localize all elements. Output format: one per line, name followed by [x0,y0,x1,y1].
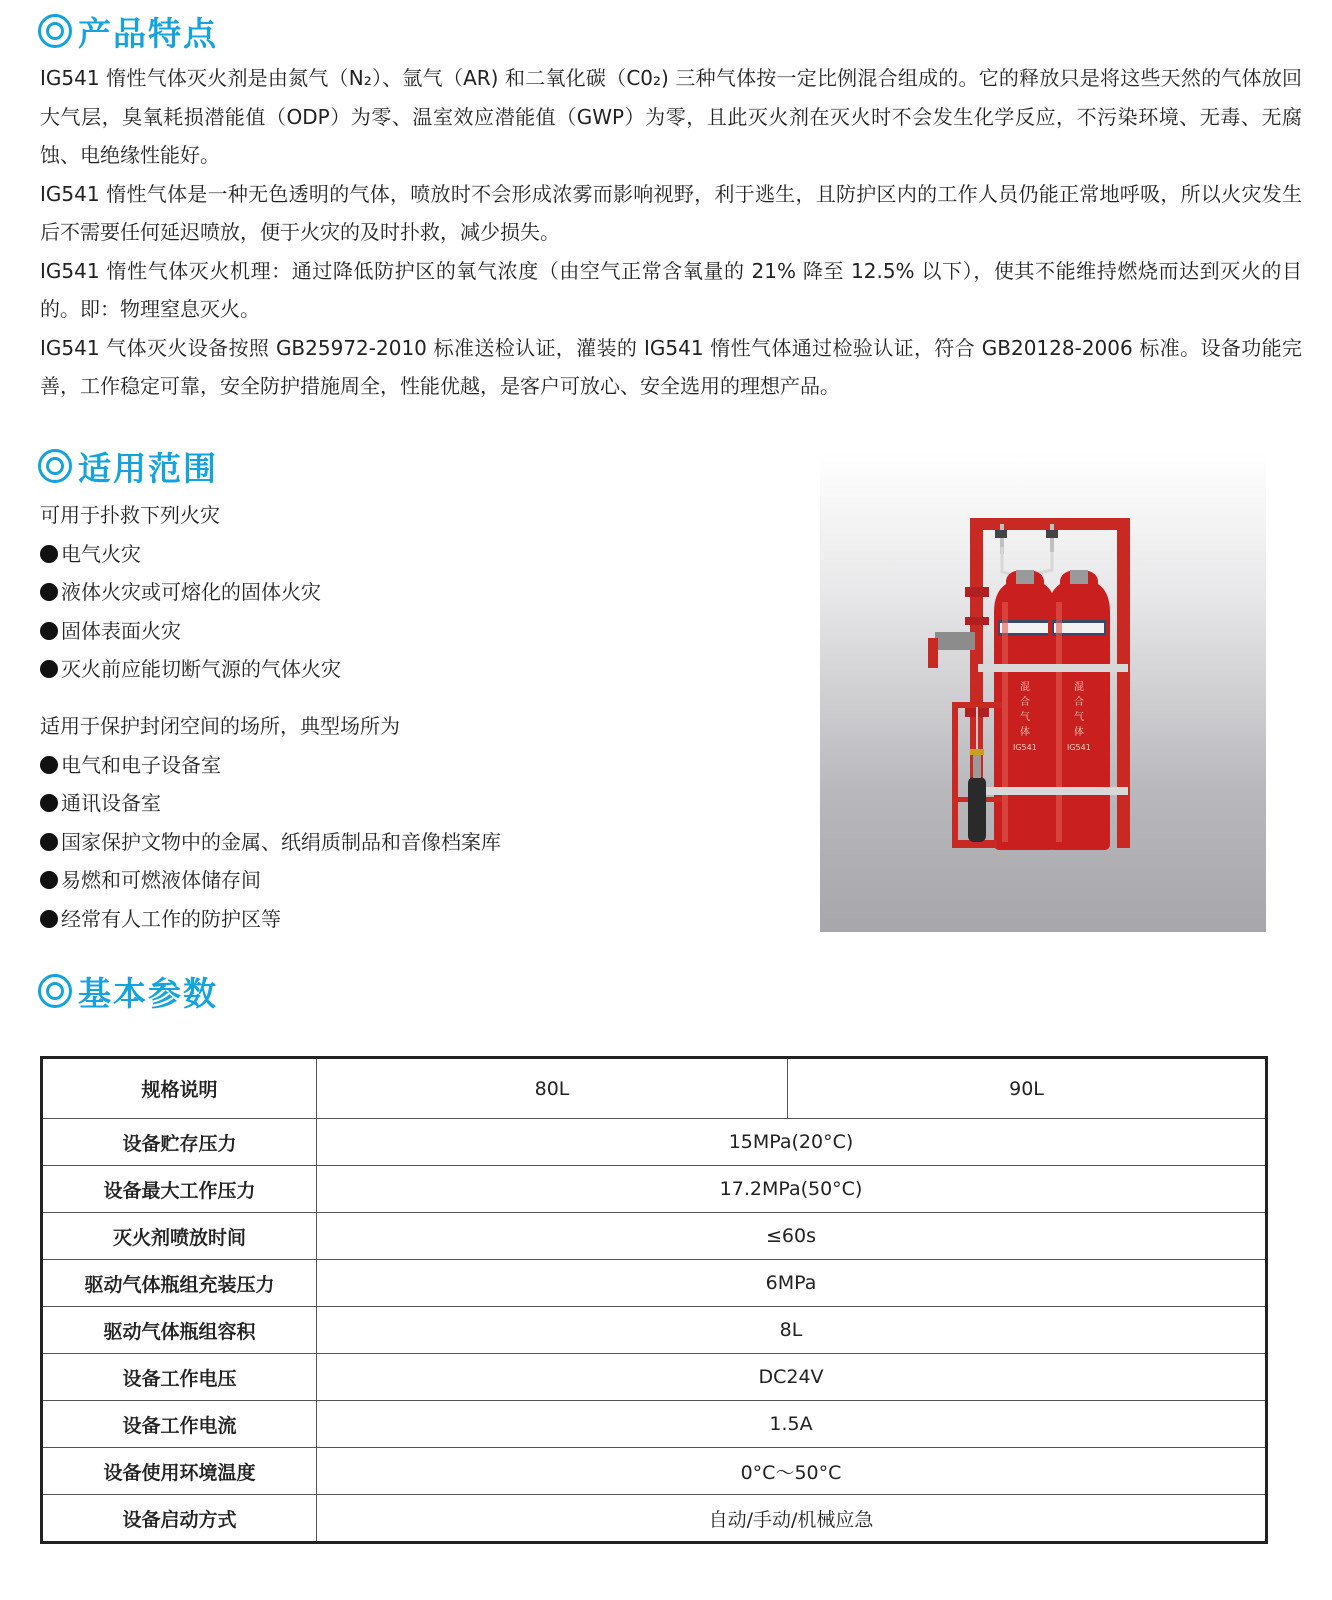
gas-cylinder-rack-illustration [820,452,1266,932]
features-text [40,59,1302,406]
row-value: 8L [317,1307,1267,1354]
list-item-text: 易燃和可燃液体储存间 [61,868,261,892]
row-label: 设备工作电流 [42,1401,317,1448]
table-row [42,1307,1267,1354]
row-label: 设备贮存压力 [42,1119,317,1166]
fire-types-list [40,496,341,689]
cylinder-label: IG541 [1067,743,1091,752]
list-item-text: 通讯设备室 [61,791,161,815]
list-item [40,784,501,823]
bullet-icon [40,622,58,640]
features-paragraph: IG541 气体灭火设备按照 GB25972-2010 标准送检认证，灌装的 IG541 惰性气体通过检验认证，符合 GB20128-2006 标准。设备功能完善，工作稳定可靠，安全防护措施周全，性能优越，是客户可放心、安全选用的理想产品。 [40,335,1302,398]
list-item-text: 国家保护文物中的金属、纸绢质制品和音像档案库 [61,829,501,854]
table-row [42,1495,1267,1543]
cylinder-label: 体 [1074,727,1084,738]
cylinder-label: 体 [1020,727,1030,738]
list-item-text: 固体表面火灾 [61,618,181,643]
table-row [42,1354,1267,1401]
list-item [40,573,341,612]
table-header-cell: 90L [788,1058,1267,1119]
params-title: 基本参数 [78,973,218,1013]
list-item [40,900,501,939]
list-item [40,823,501,862]
table-header-label: 规格说明 [42,1058,317,1119]
bullet-icon [40,871,58,889]
section-title-params [38,966,218,1016]
list-item-text: 电气火灾 [61,541,141,566]
table-header-cell: 80L [317,1058,788,1119]
table-row [42,1119,1267,1166]
cylinder-label: 混 [1020,682,1030,693]
cylinder-label: 气 [1020,712,1030,723]
bullet-icon [40,545,58,563]
bullet-icon [40,833,58,851]
bullet-icon [40,756,58,774]
row-value: 6MPa [317,1260,1267,1307]
table-row [42,1401,1267,1448]
table-row [42,1166,1267,1213]
scope-intro: 可用于扑救下列火灾 [40,503,220,527]
list-item-text: 灭火前应能切断气源的气体火灾 [61,657,341,681]
bullet-icon [40,794,58,812]
bullet-icon [40,910,58,928]
table-row [42,1213,1267,1260]
bullet-icon [40,660,58,678]
table-header-row [42,1058,1267,1119]
features-paragraph: IG541 惰性气体灭火剂是由氮气（N₂）、氩气（AR) 和二氧化碳（C0₂) 三种气体按一定比例混合组成的。它的释放只是将这些天然的气体放回大气层，臭氧耗损潜能值（ODP）为零、温室效应潜能值（GWP）为零，且此灭火剂在灭火时不会发生化学反应，不污染环境、无毒、无腐蚀、电绝缘性能好。 [40,66,1302,167]
scope-intro: 适用于保护封闭空间的场所，典型场所为 [40,714,400,738]
features-paragraph: IG541 惰性气体灭火机理：通过降低防护区的氧气浓度（由空气正常含氧量的 21% 降至 12.5% 以下），使其不能维持燃烧而达到灭火的目的。即：物理窒息灭火。 [40,258,1302,321]
row-label: 设备最大工作压力 [42,1166,317,1213]
places-list [40,707,501,938]
features-title: 产品特点 [78,13,218,53]
list-item [40,612,341,651]
list-item [40,650,341,689]
target-icon [38,449,72,483]
features-paragraph: IG541 惰性气体是一种无色透明的气体，喷放时不会形成浓雾而影响视野，利于逃生，且防护区内的工作人员仍能正常地呼吸，所以火灾发生后不需要任何延迟喷放，便于火灾的及时扑救，减少损失。 [40,181,1302,244]
list-item-text: 经常有人工作的防护区等 [61,906,281,931]
row-label: 驱动气体瓶组容积 [42,1307,317,1354]
row-value: 0°C～50°C [317,1448,1267,1495]
list-item-text: 电气和电子设备室 [61,752,221,777]
list-item [40,535,341,574]
target-icon [38,974,72,1008]
row-value: 17.2MPa(50°C) [317,1166,1267,1213]
list-item [40,746,501,785]
row-label: 设备使用环境温度 [42,1448,317,1495]
table-row [42,1260,1267,1307]
section-title-features [38,6,218,56]
row-value: 15MPa(20°C) [317,1119,1267,1166]
row-value: 自动/手动/机械应急 [317,1495,1267,1543]
product-photo [820,452,1266,932]
scope-title: 适用范围 [78,448,218,488]
row-label: 灭火剂喷放时间 [42,1213,317,1260]
section-title-scope [38,441,218,491]
target-icon [38,14,72,48]
row-label: 设备启动方式 [42,1495,317,1543]
bullet-icon [40,583,58,601]
row-value: DC24V [317,1354,1267,1401]
row-label: 设备工作电压 [42,1354,317,1401]
cylinder-label: 气 [1074,712,1084,723]
list-item-text: 液体火灾或可熔化的固体火灾 [61,580,321,604]
cylinder-label: 混 [1074,682,1084,693]
row-label: 驱动气体瓶组充装压力 [42,1260,317,1307]
row-value: 1.5A [317,1401,1267,1448]
row-value: ≤60s [317,1213,1267,1260]
list-item [40,861,501,900]
cylinder-label: IG541 [1013,743,1037,752]
cylinder-label: 合 [1074,697,1084,708]
cylinder-label: 合 [1020,697,1030,708]
table-row [42,1448,1267,1495]
params-table [40,1056,1268,1544]
